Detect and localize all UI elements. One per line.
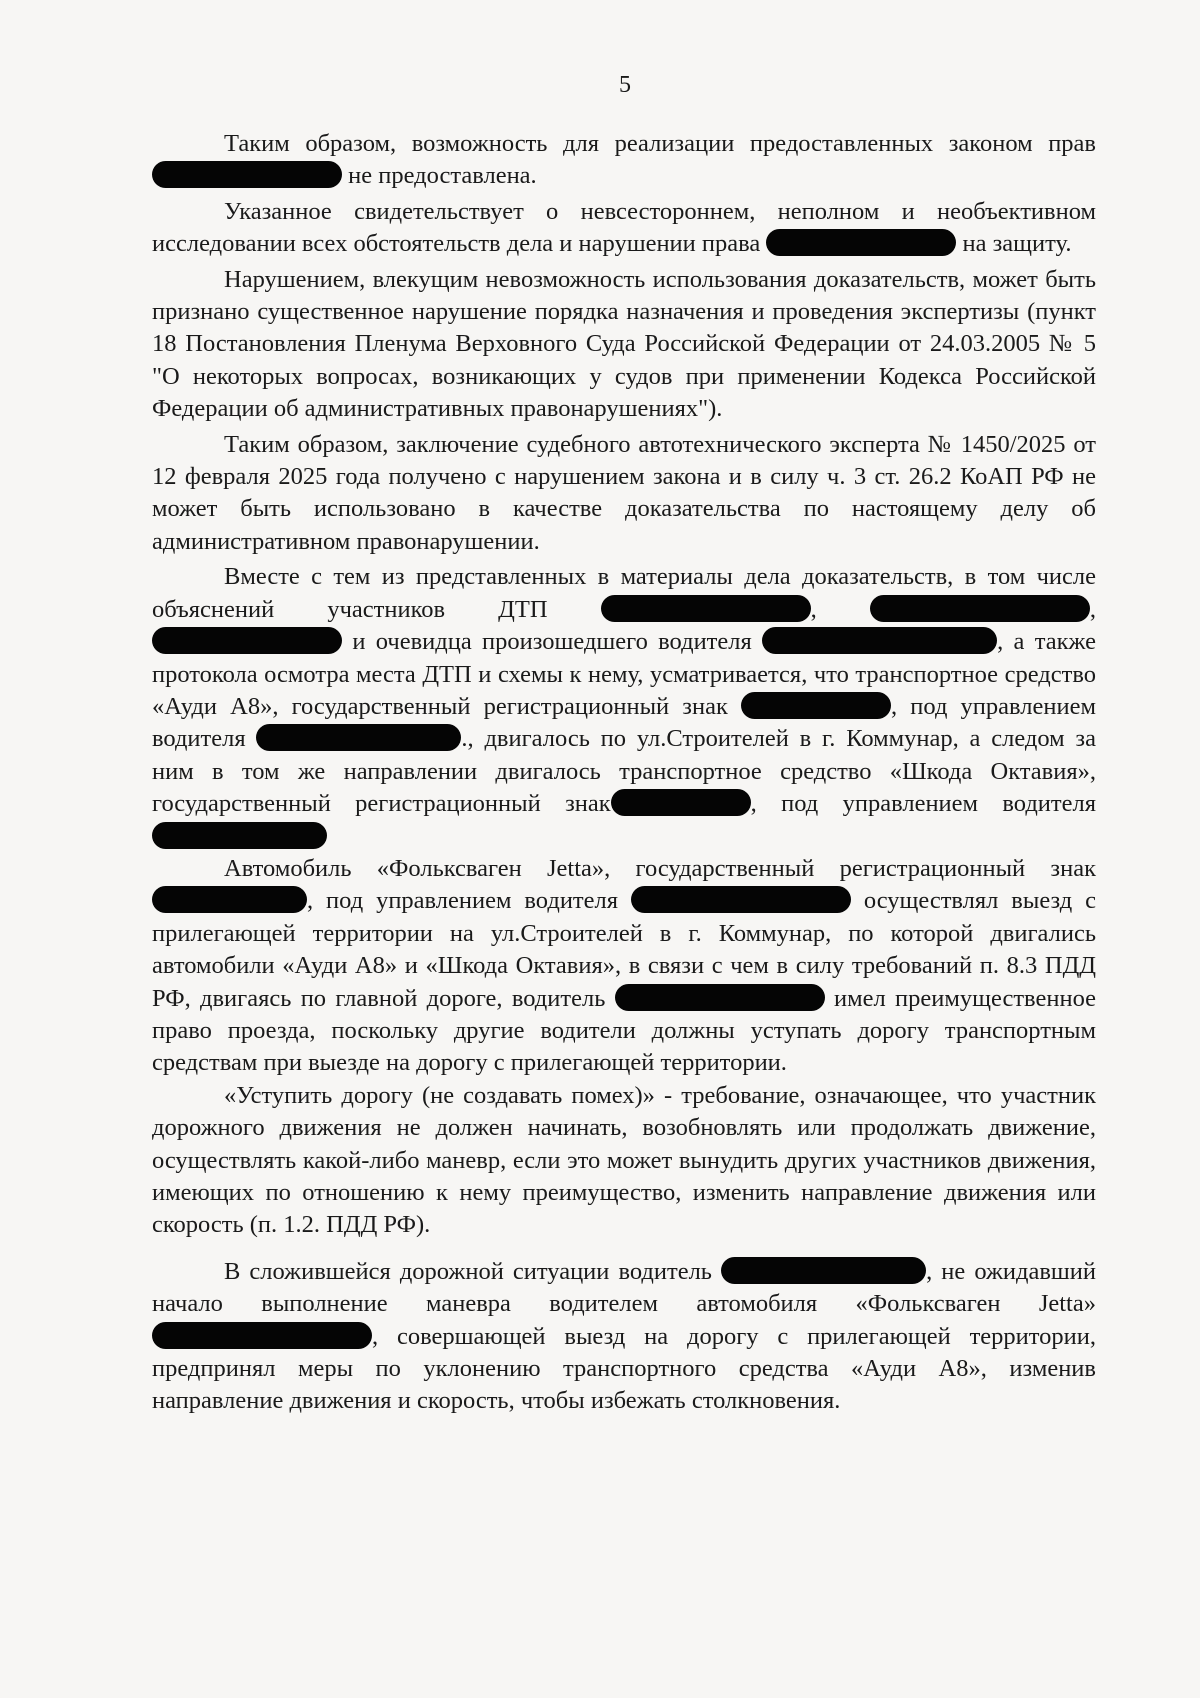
paragraph-5-text-f: , под управлением водителя: [152, 692, 1096, 753]
paragraph-5-text-a: Вместе с тем из представленных в материалы дела доказательств, в том числе объяснений участников ДТП: [152, 563, 1096, 623]
paragraph-7: [152, 1080, 1096, 1242]
redaction-bar: [741, 692, 891, 719]
paragraph-6-text-a: Автомобиль «Фольксваген Jetta», государственный регистрационный знак: [224, 854, 1096, 882]
redaction-bar: [152, 627, 342, 654]
paragraph-5-text-h: , под управлением водителя: [750, 790, 1096, 818]
paragraph-8-text-c: , совершающей выезд на дорогу с прилегающей территории, предпринял меры по уклонению транспортного средства «Ауди А8», изменив направление движения и скорость, чтобы избежать столкновения.: [152, 1322, 1096, 1415]
paragraph-3: [152, 264, 1096, 426]
redaction-bar: [721, 1257, 926, 1284]
redaction-bar: [152, 822, 327, 849]
paragraph-6-text-d: имел преимущественное право проезда, поскольку другие водители должны уступать дорогу транспортным средствам при выезде на дорогу с прилегающей территории.: [152, 984, 1096, 1077]
paragraph-5-text-b: ,: [810, 595, 870, 623]
redaction-bar: [256, 724, 461, 751]
page-number: 5: [619, 72, 631, 98]
redaction-bar: [766, 229, 956, 256]
paragraph-6-text-b: , под управлением водителя: [307, 887, 631, 915]
paragraph-1-text-a: Таким образом, возможность для реализации предоставленных законом прав: [224, 130, 1096, 157]
paragraph-4-text: Таким образом, заключение судебного автотехнического эксперта № 1450/2025 от 12 февраля 2025 года получено с нарушением закона и в силу ч. 3 ст. 26.2 КоАП РФ не может быть использовано в качестве доказательства по настоящему делу об административном правонарушении.: [152, 430, 1096, 555]
document-body: [152, 128, 1096, 1418]
redaction-bar: [152, 886, 307, 913]
redaction-bar: [611, 789, 751, 816]
redaction-bar: [152, 161, 342, 188]
redaction-bar: [631, 886, 851, 913]
paragraph-6-text-c: осуществлял выезд с прилегающей территории на ул.Строителей в г. Коммунар, по которой двигались автомобили «Ауди А8» и «Шкода Октавия», в связи с чем в силу требований п. 8.3 ПДД РФ, двигаясь по главной дороге, водитель: [152, 887, 1096, 1012]
paragraph-5: [152, 561, 1096, 853]
redaction-bar: [152, 1322, 372, 1349]
paragraph-5-text-d: и очевидца произошедшего водителя: [342, 628, 763, 656]
paragraph-2-text-a: Указанное свидетельствует о невсестороннем, неполном и необъективном исследовании всех обстоятельств дела и нарушении права: [152, 197, 1096, 258]
redaction-bar: [615, 984, 825, 1011]
paragraph-3-text: Нарушением, влекущим невозможность использования доказательств, может быть признано существенное нарушение порядка назначения и проведения экспертизы (пункт 18 Постановления Пленума Верховного Суда Российской Федерации от 24.03.2005 № 5 "О некоторых вопросах, возникающих у судов при применении Кодекса Российской Федерации об административных правонарушениях").: [152, 265, 1096, 423]
paragraph-7-text: «Уступить дорогу (не создавать помех)» - требование, означающее, что участник дорожного движения не должен начинать, возобновлять или продолжать движение, осуществлять какой-либо маневр, если это может вынудить других участников движения, имеющих по отношению к нему преимущество, изменить направление движения или скорость (п. 1.2. ПДД РФ).: [152, 1081, 1096, 1239]
paragraph-1-text-b: не предоставлена.: [342, 162, 537, 190]
paragraph-1: [152, 128, 1096, 193]
paragraph-5-text-g: ., двигалось по ул.Строителей в г. Коммунар, а следом за ним в том же направлении двигалось транспортное средство «Шкода Октавия», государственный регистрационный знак: [152, 725, 1096, 818]
paragraph-5-text-e: , а также протокола осмотра места ДТП и схемы к нему, усматривается, что транспортное средство «Ауди А8», государственный регистрационный знак: [152, 628, 1096, 720]
paragraph-2-text-b: на защиту.: [956, 230, 1072, 258]
paragraph-8: [152, 1256, 1096, 1418]
redaction-bar: [601, 595, 811, 622]
paragraph-8-text-b: , не ожидавший начало выполнение маневра водителем автомобиля «Фольксваген Jetta»: [152, 1257, 1096, 1318]
paragraph-8-text-a: В сложившейся дорожной ситуации водитель: [224, 1257, 722, 1285]
paragraph-4: [152, 429, 1096, 559]
redaction-bar: [870, 595, 1090, 622]
paragraph-2: [152, 196, 1096, 261]
paragraph-5-text-c: ,: [1089, 595, 1096, 623]
redaction-bar: [762, 627, 997, 654]
paragraph-6: [152, 853, 1096, 1080]
